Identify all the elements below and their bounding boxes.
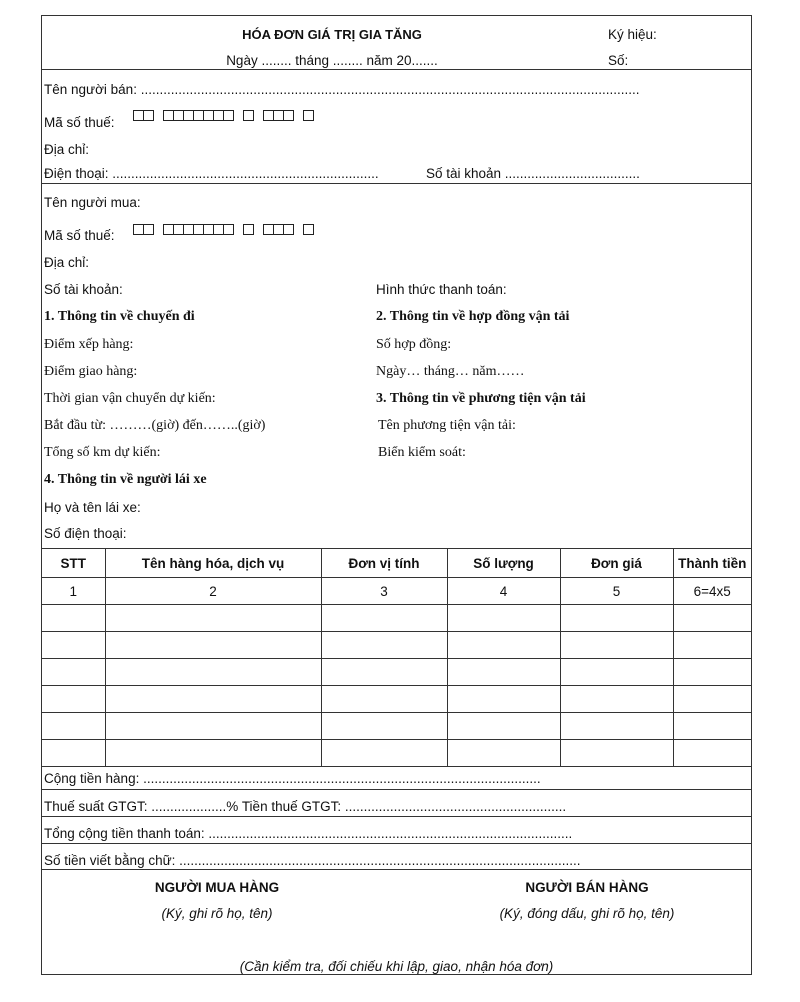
table-row — [42, 686, 751, 713]
buyer-signature-title: NGƯỜI MUA HÀNG — [154, 880, 280, 895]
table-cell: 3 — [321, 578, 447, 605]
divider — [42, 183, 751, 184]
seller-account-field: Số tài khoản .................................... — [426, 166, 640, 181]
contract-date-label: Ngày… tháng… năm…… — [376, 364, 525, 379]
driver-heading: 4. Thông tin về người lái xe — [44, 472, 207, 487]
driver-phone-label: Số điện thoại: — [44, 526, 127, 541]
table-cell: 2 — [105, 578, 321, 605]
table-header: Tên hàng hóa, dịch vụ — [105, 549, 321, 578]
buyer-tax-boxes — [133, 224, 313, 235]
table-cell: 6=4x5 — [673, 578, 751, 605]
divider — [42, 816, 751, 817]
seller-address-label: Địa chỉ: — [44, 142, 90, 157]
trip-heading: 1. Thông tin về chuyến đi — [44, 309, 195, 324]
table-header: STT — [42, 549, 105, 578]
seller-signature-note: (Ký, đóng dấu, ghi rõ họ, tên) — [499, 906, 675, 921]
loading-point-label: Điểm xếp hàng: — [44, 337, 134, 352]
seller-phone-field: Điện thoại: ....................................................................... — [44, 166, 379, 181]
vehicle-heading: 3. Thông tin về phương tiện vận tải — [376, 391, 586, 406]
table-index-row — [42, 578, 751, 605]
divider — [42, 869, 751, 870]
seller-signature-title: NGƯỜI BÁN HÀNG — [525, 880, 649, 895]
subtotal-field: Cộng tiền hàng: .......................................................................................................... — [44, 771, 541, 786]
invoice-form — [41, 15, 752, 975]
invoice-number-label: Số: — [608, 53, 629, 68]
invoice-title: HÓA ĐƠN GIÁ TRỊ GIA TĂNG — [242, 27, 422, 42]
contract-heading: 2. Thông tin về hợp đồng vận tải — [376, 309, 570, 324]
buyer-account-label: Số tài khoản: — [44, 282, 123, 297]
start-time-label: Bắt đầu từ: ………(giờ) đến……..(giờ) — [44, 418, 266, 433]
payment-method-label: Hình thức thanh toán: — [376, 282, 507, 297]
table-row — [42, 713, 751, 740]
grand-total-field: Tổng cộng tiền thanh toán: ................................................................................................. — [44, 826, 573, 841]
table-cell: 1 — [42, 578, 105, 605]
seller-name-field: Tên người bán: ..................................................................................................................................... — [44, 82, 640, 97]
seller-tax-label: Mã số thuế: — [44, 115, 115, 130]
amount-in-words-field: Số tiền viết bằng chữ: ........................................................................................................... — [44, 853, 581, 868]
vat-field: Thuế suất GTGT: ....................% Tiền thuế GTGT: ........................................................... — [44, 799, 567, 814]
table-row — [42, 659, 751, 686]
table-header: Số lượng — [447, 549, 560, 578]
plate-label: Biển kiểm soát: — [378, 445, 466, 460]
total-km-label: Tổng số km dự kiến: — [44, 445, 161, 460]
invoice-date-line: Ngày ........ tháng ........ năm 20....... — [226, 53, 438, 68]
contract-number-label: Số hợp đồng: — [376, 337, 452, 352]
delivery-point-label: Điểm giao hàng: — [44, 364, 138, 379]
table-cell: 4 — [447, 578, 560, 605]
table-cell: 5 — [560, 578, 673, 605]
vehicle-name-label: Tên phương tiện vận tải: — [378, 418, 516, 433]
table-header: Đơn giá — [560, 549, 673, 578]
expected-time-label: Thời gian vận chuyển dự kiến: — [44, 391, 216, 406]
table-header: Đơn vị tính — [321, 549, 447, 578]
invoice-symbol-label: Ký hiệu: — [608, 27, 657, 42]
table-row — [42, 740, 751, 767]
driver-name-label: Họ và tên lái xe: — [44, 500, 141, 515]
buyer-tax-label: Mã số thuế: — [44, 228, 115, 243]
buyer-address-label: Địa chỉ: — [44, 255, 90, 270]
goods-table — [42, 548, 751, 767]
table-header-row — [42, 549, 751, 578]
buyer-name-label: Tên người mua: — [44, 195, 141, 210]
divider — [42, 69, 751, 70]
buyer-signature-note: (Ký, ghi rõ họ, tên) — [161, 906, 273, 921]
divider — [42, 789, 751, 790]
footer-note: (Cần kiểm tra, đối chiếu khi lập, giao, nhận hóa đơn) — [239, 959, 554, 974]
seller-tax-boxes — [133, 110, 313, 121]
table-row — [42, 605, 751, 632]
table-header: Thành tiền — [673, 549, 751, 578]
divider — [42, 843, 751, 844]
table-row — [42, 632, 751, 659]
